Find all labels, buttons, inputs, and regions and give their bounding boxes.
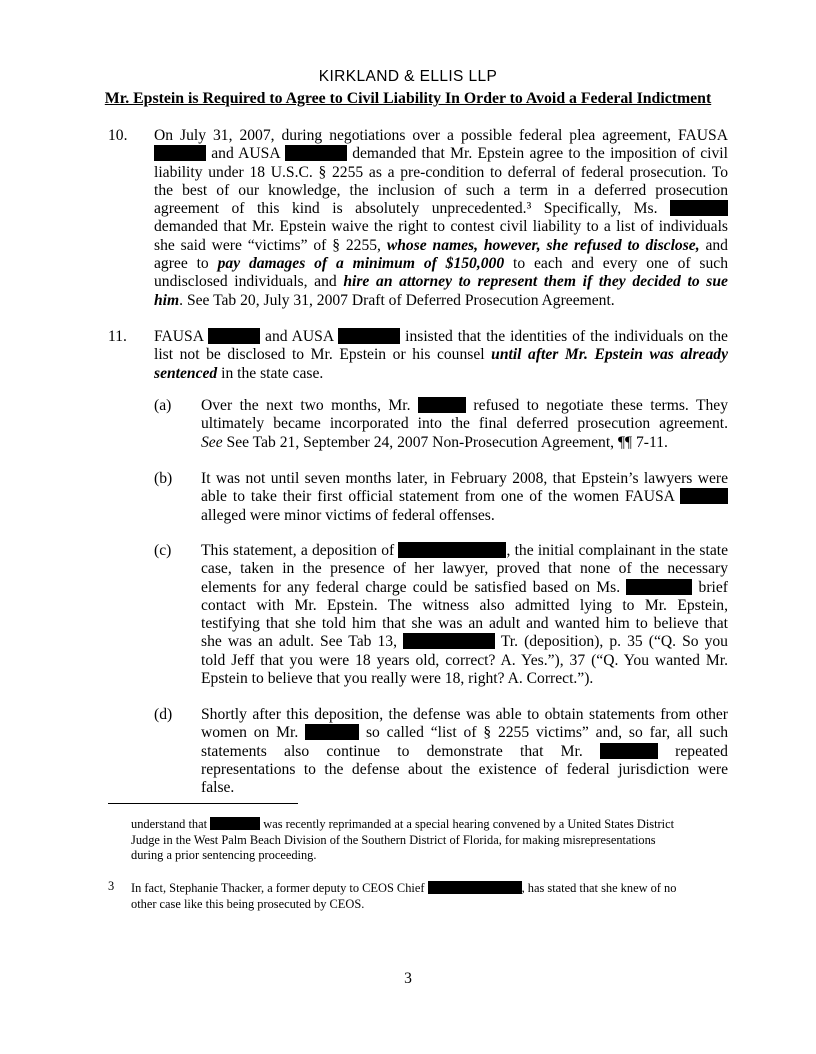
d-line-3: statements also continue to demonstrate that Mr. repeated <box>201 742 728 760</box>
redaction-box <box>208 328 260 344</box>
fn-cont-line-2: Judge in the West Palm Beach Division of the Southern District of Florida, for making misrepresentations <box>131 832 656 847</box>
firm-name: KIRKLAND & ELLIS LLP <box>318 68 498 85</box>
p10-line-4: the best of our knowledge, the inclusion of such a term in a deferred prosecution <box>154 181 728 199</box>
redaction-box <box>305 724 359 740</box>
redaction-box <box>154 145 206 161</box>
p10-line-5: agreement of this kind is absolutely unprecedented.³ Specifically, Ms. <box>154 200 728 218</box>
subitem-c <box>201 542 728 688</box>
d-line-1: Shortly after this deposition, the defense was able to obtain statements from other <box>201 706 728 723</box>
c-line-6: she was an adult. See Tab 13, Tr. (deposition), p. 35 (“Q. So you <box>201 633 728 651</box>
fn-cont-line-1: understand that was recently reprimanded at a special hearing convened by a United States District <box>131 817 675 831</box>
p10-line-7: she said were “victims” of § 2255, whose names, however, she refused to disclose, and <box>154 236 728 254</box>
redaction-box <box>338 328 400 344</box>
paragraph-number-10: 10. <box>108 127 128 144</box>
redaction-box <box>680 488 728 504</box>
redaction-box <box>428 881 522 894</box>
redaction-box <box>418 397 466 413</box>
p11-line-1: FAUSA and AUSA insisted that the identities of the individuals on the <box>154 328 728 345</box>
p10-line-1: On July 31, 2007, during negotiations over a possible federal plea agreement, FAUSA <box>154 127 728 144</box>
redaction-box <box>398 542 506 558</box>
subitem-b <box>201 470 728 525</box>
fn-cont-line-3: during a prior sentencing proceeding. <box>131 848 317 863</box>
section-heading: Mr. Epstein is Required to Agree to Civil Liability In Order to Avoid a Federal Indictment <box>104 90 712 107</box>
footnote-continuation <box>131 817 728 864</box>
subitem-label-d: (d) <box>154 706 173 723</box>
paragraph-11 <box>154 328 728 383</box>
c-line-4: contact with Mr. Epstein. The witness also admitted lying to Mr. Epstein, <box>201 596 728 614</box>
redaction-box <box>670 200 728 216</box>
redaction-box <box>600 743 658 759</box>
subitem-label-c: (c) <box>154 542 172 559</box>
fn3-line-2: other case like this being prosecuted by CEOS. <box>131 896 365 911</box>
subitem-d <box>201 706 728 797</box>
p10-line-10: him. See Tab 20, July 31, 2007 Draft of Deferred Prosecution Agreement. <box>154 291 615 309</box>
p10-line-3: liability under 18 U.S.C. § 2255 as a pre-condition to deferral of federal prosecution. To <box>154 163 728 181</box>
p11-line-3: sentenced in the state case. <box>154 364 324 382</box>
subitem-label-a: (a) <box>154 397 172 414</box>
subitem-label-b: (b) <box>154 470 173 487</box>
page-number: 3 <box>404 970 412 987</box>
footnote-separator <box>108 803 298 804</box>
d-line-2: women on Mr. so called “list of § 2255 victims” and, so far, all such <box>201 724 728 742</box>
paragraph-number-11: 11. <box>108 328 127 345</box>
b-line-2: able to take their first official statement from one of the women FAUSA <box>201 488 728 506</box>
c-line-8: Epstein to believe that you really were 18, right? A. Correct.”). <box>201 670 594 688</box>
c-line-7: told Jeff that you were 18 years old, correct? A. Yes.”), 37 (“Q. You wanted Mr. <box>201 651 728 669</box>
p10-line-8: agree to pay damages of a minimum of $150,000 to each and every one of such <box>154 255 728 273</box>
c-line-3: elements for any federal charge could be satisfied based on Ms. brief <box>201 578 728 596</box>
fn3-line-1: In fact, Stephanie Thacker, a former deputy to CEOS Chief , has stated that she knew of no <box>131 881 677 895</box>
a-line-2: ultimately became incorporated into the final deferred prosecution agreement. <box>201 415 728 433</box>
footnote-3 <box>131 881 728 912</box>
b-line-3: alleged were minor victims of federal offenses. <box>201 506 495 524</box>
paragraph-10 <box>154 127 728 310</box>
footnote-3-number: 3 <box>108 879 115 893</box>
subitem-a <box>201 397 728 452</box>
p10-line-6: demanded that Mr. Epstein waive the right to contest civil liability to a list of individuals <box>154 218 728 236</box>
p10-line-9: undisclosed individuals, and hire an attorney to represent them if they decided to sue <box>154 273 728 291</box>
a-line-3: See See Tab 21, September 24, 2007 Non-Prosecution Agreement, ¶¶ 7-11. <box>201 433 668 451</box>
c-line-2: case, taken in the presence of her lawyer, proved that none of the necessary <box>201 560 728 578</box>
p11-line-2: list not be disclosed to Mr. Epstein or his counsel until after Mr. Epstein was already <box>154 346 728 364</box>
redaction-box <box>285 145 347 161</box>
d-line-4: representations to the defense about the existence of federal jurisdiction were <box>201 760 728 778</box>
b-line-1: It was not until seven months later, in February 2008, that Epstein’s lawyers were <box>201 470 728 487</box>
redaction-box <box>403 633 495 649</box>
p10-line-2: and AUSA demanded that Mr. Epstein agree to the imposition of civil <box>154 145 728 163</box>
redaction-box <box>210 817 260 830</box>
d-line-5: false. <box>201 779 235 797</box>
a-line-1: Over the next two months, Mr. refused to negotiate these terms. They <box>201 397 729 414</box>
c-line-1: This statement, a deposition of , the initial complainant in the state <box>201 542 728 559</box>
c-line-5: testifying that she told him that she was an adult and wanted him to believe that <box>201 615 728 633</box>
redaction-box <box>626 579 692 595</box>
